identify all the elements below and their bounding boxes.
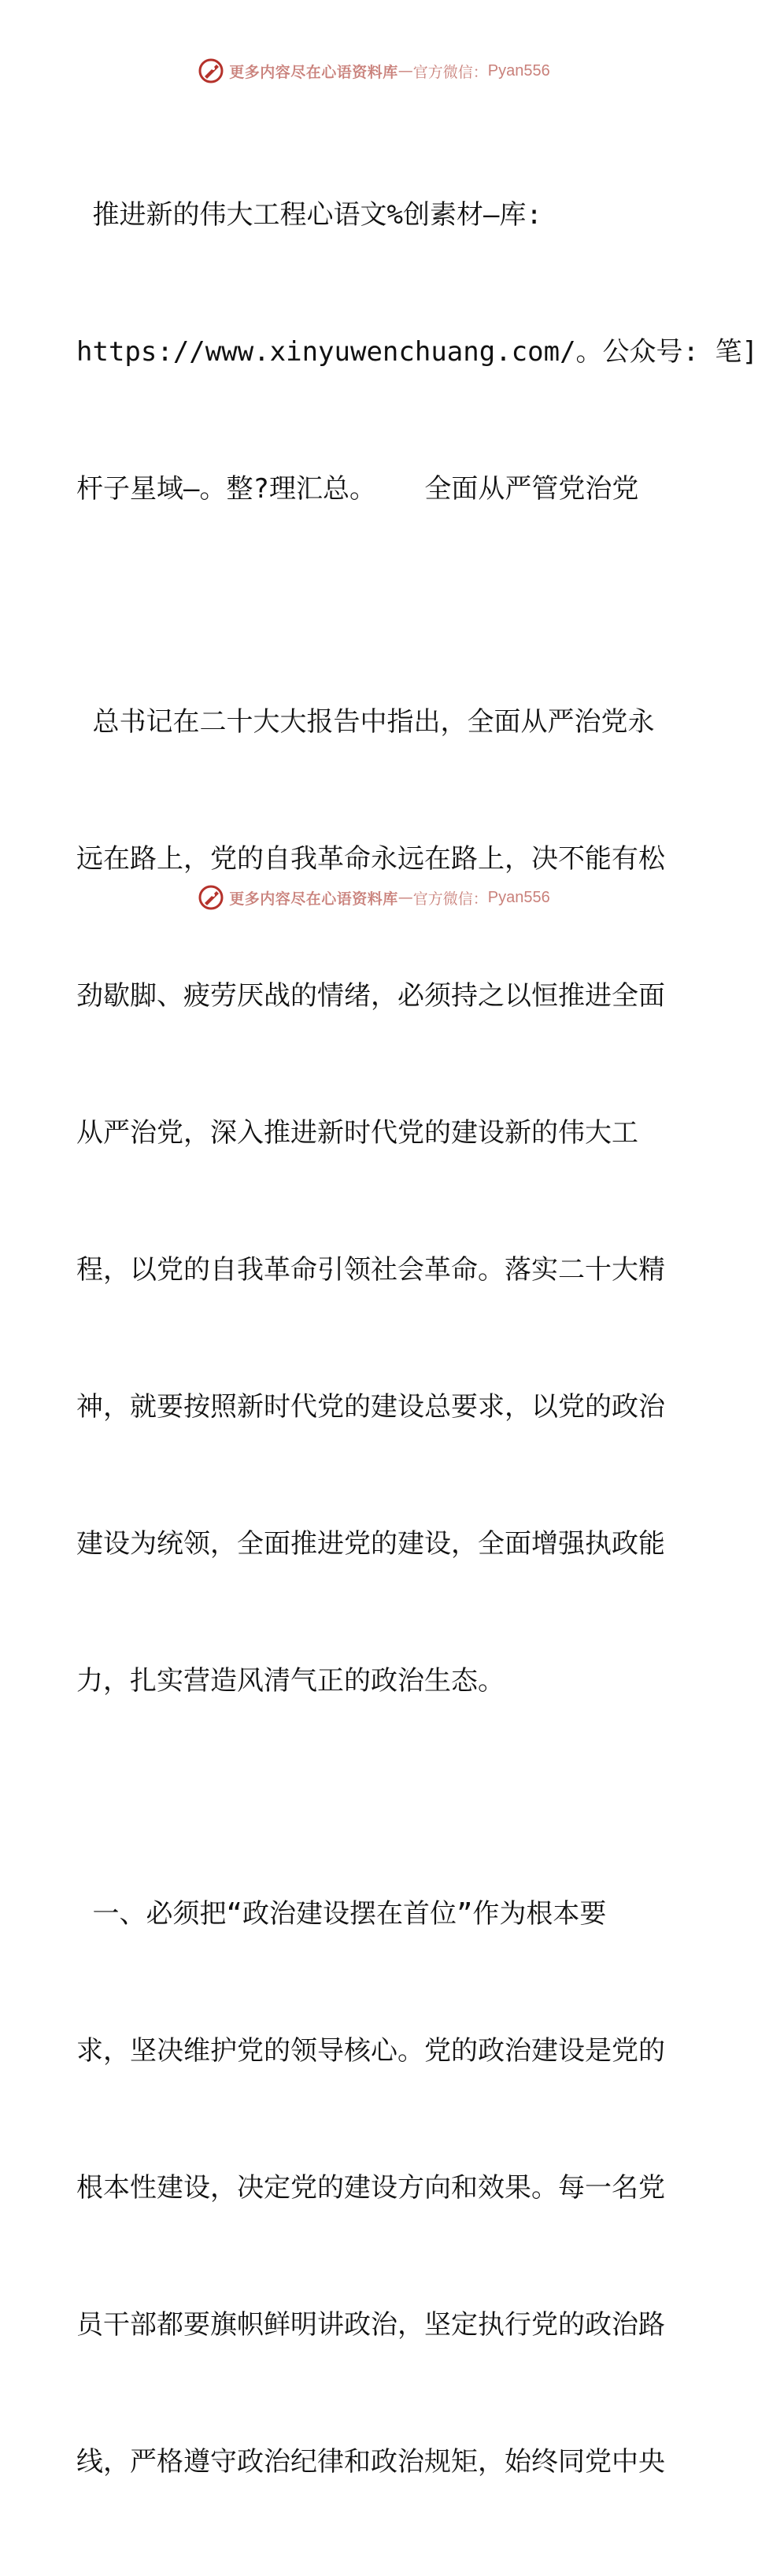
paragraph-1: [76, 608, 675, 1795]
text-line: 总书记在二十大大报告中指出，全面从严治党永: [76, 706, 655, 738]
text-line: 根本性建设，决定党的建设方向和效果。每一名党: [76, 2172, 665, 2204]
banner-dash: —: [397, 62, 413, 80]
text-line: 一、必须把“政治建设摆在首位”作为根本要: [76, 1898, 607, 1930]
banner-wechat-label: 官方微信：: [412, 890, 488, 908]
pen-circle-logo-icon: [198, 57, 224, 84]
text-line: 员干部都要旗帜鲜明讲政治，坚定执行党的政治路: [76, 2309, 665, 2341]
header-banner: [0, 55, 748, 87]
banner-wechat-id: Pyan556: [487, 61, 550, 80]
text-line: 从严治党，深入推进新时代党的建设新的伟大工: [76, 1117, 638, 1149]
text-line: 求，坚决维护党的领导核心。党的政治建设是党的: [76, 2035, 665, 2067]
intro-paragraph: [76, 101, 758, 603]
text-line: 建设为统领，全面推进党的建设，全面增强执政能: [76, 1528, 665, 1560]
text-line: 神，就要按照新时代党的建设总要求，以党的政治: [76, 1391, 665, 1423]
banner-wechat-id: Pyan556: [487, 888, 550, 906]
text-line: 力，扎实营造风清气正的政治生态。: [76, 1665, 505, 1697]
text-line: 推进新的伟大工程心语文%创素材—库:: [76, 199, 542, 231]
pen-circle-logo-icon: [198, 884, 224, 911]
paragraph-2: [76, 1800, 675, 2576]
document-body: [76, 101, 758, 2576]
text-line: 杆子星域—。整?理汇总。 全面从严管党治党: [76, 473, 639, 505]
banner-dash: —: [397, 889, 413, 906]
footer-banner: [0, 882, 748, 913]
banner-main-text: 更多内容尽在心语资料库: [229, 63, 398, 81]
text-line: 劲歇脚、疲劳厌战的情绪，必须持之以恒推进全面: [76, 980, 665, 1012]
text-line: 程，以党的自我革命引领社会革命。落实二十大精: [76, 1254, 665, 1286]
text-line: 线，严格遵守政治纪律和政治规矩，始终同党中央: [76, 2446, 665, 2478]
text-line: 远在路上，党的自我革命永远在路上，决不能有松: [76, 843, 665, 875]
banner-wechat-label: 官方微信：: [412, 63, 488, 81]
text-line: https://www.xinyuwenchuang.com/。公众号: 笔]: [76, 336, 758, 368]
banner-main-text: 更多内容尽在心语资料库: [229, 890, 398, 908]
